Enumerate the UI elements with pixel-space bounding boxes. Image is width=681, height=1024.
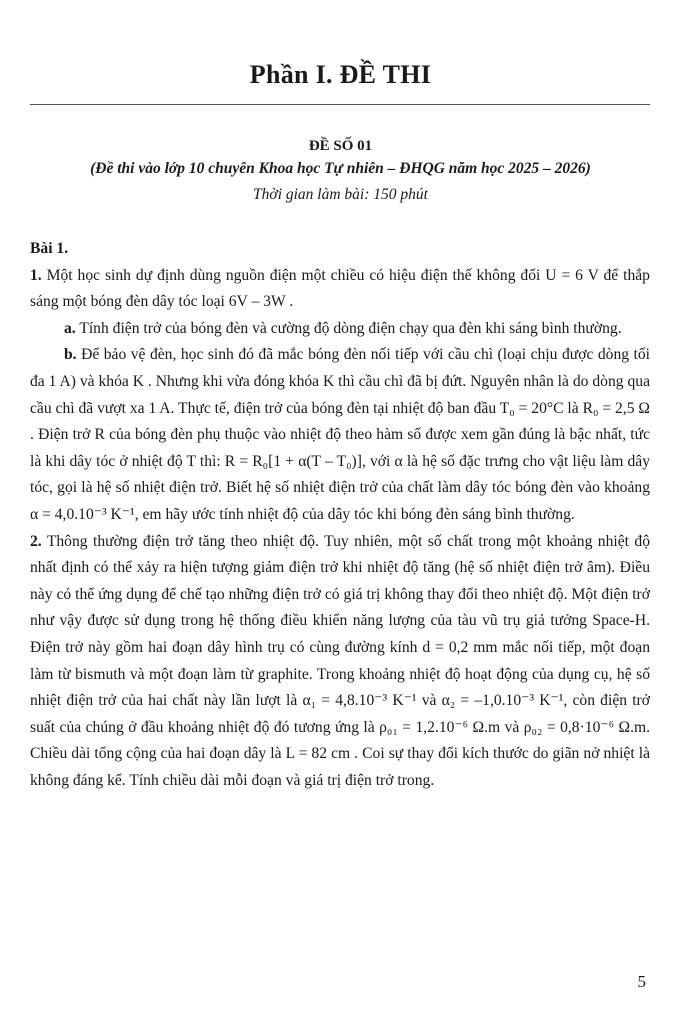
problem-title: Bài 1. <box>30 240 69 257</box>
question-1a-text: Tính điện trở của bóng đèn và cường độ dòng điện chạy qua đèn khi sáng bình thường. <box>79 319 622 337</box>
question-1-text: Một học sinh dự định dùng nguồn điện một chiều có hiệu điện thế không đổi U = 6 V để thắp sáng một bóng đèn dây tóc loại 6V – 3W . <box>30 266 650 311</box>
question-1 <box>30 263 650 316</box>
question-1b-text: Để bảo vệ đèn, học sinh đó đã mắc bóng đèn nối tiếp với cầu chì (loại chịu được dòng tối đa 1 A) và khóa K . Nhưng khi vừa đóng khóa K thì cầu chì đã bị đứt. Nguyên nhân là do dòng qua cầu chì đã vượt xa 1 A. Thực tế, điện trở của bóng đèn tại nhiệt độ ban đầu T₀ = 20°C là R₀ = 2,5 Ω . Điện trở R của bóng đèn phụ thuộc vào nhiệt độ theo hàm số được xem gần đúng là bậc nhất, tức là khi dây tóc ở nhiệt độ T thì: R = R₀[1 + α(T – T₀)], với α là hệ số đặc trưng cho vật liệu làm dây tóc, gọi là hệ số nhiệt điện trở. Biết hệ số nhiệt điện trở của chất làm dây tóc bóng đèn vào khoảng α = 4,0.10⁻³ K⁻¹, em hãy ước tính nhiệt độ của dây tóc khi bóng đèn sáng bình thường. <box>30 346 650 523</box>
problem-1 <box>30 236 650 794</box>
exam-time: Thời gian làm bài: 150 phút <box>253 186 428 203</box>
question-1b-label: b. <box>64 346 77 364</box>
question-2-text: Thông thường điện trở tăng theo nhiệt độ. Tuy nhiên, một số chất trong một khoảng nhiệt độ nhất định có thể xảy ra hiện tượng giảm điện trở khi nhiệt độ tăng (hệ số nhiệt điện trở âm). Điều này có thể ứng dụng để chế tạo những điện trở có giá trị không thay đổi theo nhiệt độ. Một điện trở như vậy được sử dụng trong hệ thống điều khiển năng lượng của tàu vũ trụ giả tưởng Space-H. Điện trở này gồm hai đoạn dây hình trụ có cùng đường kính d = 0,2 mm mắc nối tiếp, một đoạn làm từ bismuth và một đoạn làm từ graphite. Trong khoảng nhiệt độ hoạt động của dụng cụ, hệ số nhiệt điện trở của hai chất này lần lượt là α₁ = 4,8.10⁻³ K⁻¹ và α₂ = –1,0.10⁻³ K⁻¹, còn điện trở suất của chúng ở đầu khoảng nhiệt độ đó tương ứng là ρ₀₁ = 1,2.10⁻⁶ Ω.m và ρ₀₂ = 0,8·10⁻⁶ Ω.m. Chiều dài tổng cộng của hai đoạn dây là L = 82 cm . Coi sự thay đổi kích thước do giãn nở nhiệt là không đáng kể. Tính chiều dài mỗi đoạn và giá trị điện trở trong. <box>30 532 650 789</box>
question-1-label: 1. <box>30 266 42 284</box>
question-2 <box>30 529 650 795</box>
part-title: Phần I. ĐỀ THI <box>249 60 432 89</box>
header-divider <box>30 104 650 105</box>
question-1a-label: a. <box>64 319 76 337</box>
exam-number: ĐỀ SỐ 01 <box>308 138 373 154</box>
question-1b <box>30 342 650 528</box>
exam-subtitle: (Đề thi vào lớp 10 chuyên Khoa học Tự nhiên – ĐHQG năm học 2025 – 2026) <box>90 160 591 177</box>
page-number: 5 <box>637 972 646 991</box>
question-1a <box>30 316 650 343</box>
question-2-label: 2. <box>30 532 42 550</box>
